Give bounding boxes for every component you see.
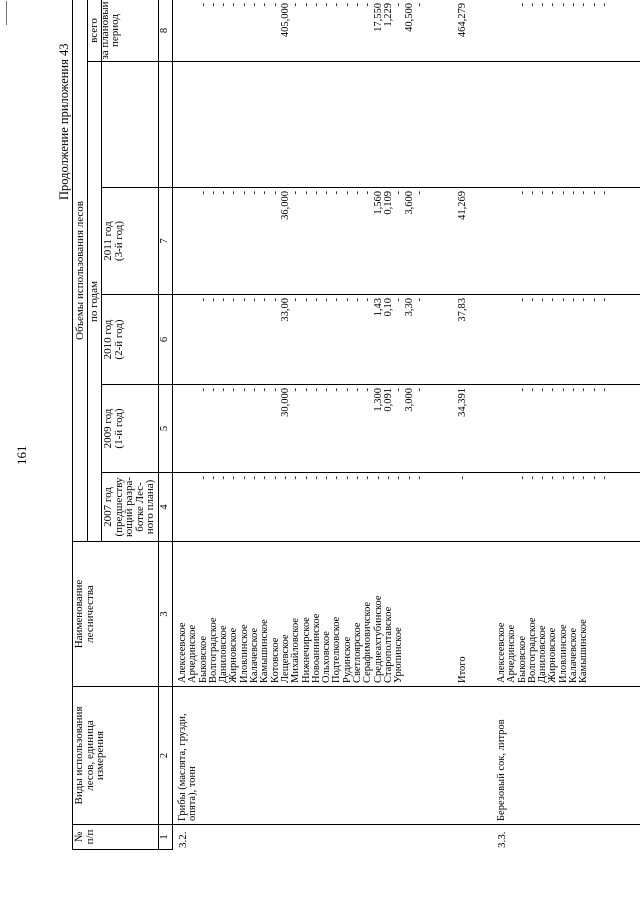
- list-item: Новоаннинское: [310, 613, 322, 683]
- table-colnum-bottom-border: [172, 0, 173, 850]
- list-item: Жирновское: [228, 627, 240, 683]
- section-32-forestry-list: [178, 595, 405, 683]
- header-col-num: № п/п: [73, 829, 96, 845]
- section-32-number: 3.2.: [177, 831, 189, 848]
- col-divider-2: [72, 686, 640, 687]
- list-item: Быковское: [197, 635, 209, 683]
- colnum-6: 6: [159, 336, 170, 343]
- section-32-col-total: - - - - - - - - 405,000 - - - - - - - - 17,550 1,229 - 40,500 -: [197, 3, 425, 38]
- table-left-border: [72, 849, 172, 850]
- list-item: Подтелковское: [331, 616, 343, 683]
- colnum-1: 1: [159, 834, 170, 840]
- header-subline-usage: [87, 0, 88, 542]
- colnum-4: 4: [159, 504, 170, 510]
- list-item: Арчединское: [506, 624, 518, 683]
- header-subline-years: [101, 0, 102, 542]
- list-item: Волгоградское: [526, 617, 538, 683]
- col-divider-3: [72, 541, 640, 542]
- list-item: Михайловское: [290, 618, 302, 683]
- list-item: Котовское: [269, 637, 281, 683]
- section-32-col-2007: - - - - - - - - - - - - - - - - - - - - - -: [197, 476, 425, 480]
- list-item: Алексеевское: [177, 622, 188, 683]
- col-divider-1: [72, 824, 640, 825]
- page-number: 161: [14, 445, 29, 465]
- total-row-2007: -: [457, 476, 468, 480]
- header-col-2010: 2010 год (2-й год): [102, 319, 125, 360]
- list-item: Камышинское: [259, 619, 271, 683]
- header-col-2007: 2007 год (предшеству ющий разра- ботке Лес- ного плана): [102, 477, 156, 537]
- header-col-total: всего за плановый период: [88, 1, 121, 60]
- list-item: Старополтавское: [382, 606, 394, 683]
- list-item: Алексеевское: [496, 622, 507, 683]
- col-divider-6: [101, 294, 640, 295]
- total-row-2010: 37,83: [457, 298, 468, 322]
- list-item: Иловлинское: [238, 624, 250, 683]
- col-divider-8: [87, 61, 640, 62]
- total-row-2009: 34,391: [457, 388, 468, 417]
- total-row-label: Итого: [457, 656, 468, 683]
- section-33-col-total: - - - - - - - - -: [516, 3, 610, 7]
- list-item: Камышинское: [578, 619, 590, 683]
- list-item: Жирновское: [547, 627, 559, 683]
- scan-edge-line: [6, 1, 7, 25]
- header-col-2009: 2009 год (1-й год): [102, 408, 125, 449]
- list-item: Среднеахтубинское: [372, 595, 384, 683]
- list-item: Светлоярское: [352, 622, 364, 683]
- colnum-5: 5: [159, 425, 170, 432]
- col-divider-5: [101, 384, 640, 385]
- header-by-years: по годам: [88, 281, 100, 322]
- section-33-usage: Березовый сок, литров: [496, 719, 507, 821]
- table-header-bottom-border: [158, 0, 159, 850]
- list-item: Иловлинское: [557, 624, 569, 683]
- colnum-8: 8: [159, 27, 170, 34]
- col-divider-7: [101, 187, 640, 188]
- header-usage-volumes: Объемы использования лесов: [74, 201, 86, 340]
- col-divider-4: [101, 472, 640, 473]
- colnum-3: 3: [159, 611, 170, 617]
- section-33-col-2010: - - - - - - - - -: [516, 298, 610, 302]
- list-item: Волгоградское: [207, 617, 219, 683]
- section-32-usage: Грибы (маслята, грузди, опята), тонн: [177, 713, 199, 821]
- header-col-forestry-name: Наименование лесничества: [73, 579, 96, 649]
- section-33-col-2007: - - - - - - - - -: [516, 476, 610, 480]
- total-row-total: 464,279: [457, 3, 468, 38]
- colnum-7: 7: [159, 238, 170, 244]
- list-item: Рудинское: [341, 636, 353, 683]
- section-32-col-2010: - - - - - - - - 33,00 - - - - - - - - 1,43 0,10 - 3,30 -: [197, 298, 425, 322]
- section-33-forestry-list: [497, 618, 590, 683]
- list-item: Арчединское: [187, 624, 199, 683]
- list-item: Быковское: [516, 635, 528, 683]
- header-col-usage-type: Виды использования лесов, единица измерения: [73, 706, 106, 805]
- colnum-2: 2: [159, 752, 170, 759]
- list-item: Калачевское: [568, 627, 580, 683]
- total-row-2011: 41,269: [457, 191, 468, 220]
- list-item: Ольховское: [321, 631, 333, 683]
- continuation-label: Продолжение приложения 43: [57, 43, 71, 200]
- section-32-col-2011: - - - - - - - - 36,000 - - - - - - - - 1,560 0,109 - 3,600 -: [197, 191, 425, 220]
- list-item: Лещевское: [279, 634, 291, 683]
- list-item: Серафимовичское: [362, 601, 374, 683]
- section-33-col-2011: - - - - - - - - -: [516, 191, 610, 195]
- section-32-col-2009: - - - - - - - - 30,000 - - - - - - - - 1,300 0,091 - 3,000 -: [197, 388, 425, 417]
- list-item: Калачевское: [249, 627, 261, 683]
- section-33-number: 3.3.: [496, 831, 508, 848]
- header-col-2011: 2011 год (3-й год): [102, 220, 125, 262]
- list-item: Даниловское: [218, 625, 230, 683]
- list-item: Даниловское: [537, 625, 549, 683]
- section-33-col-2009: - - - - - - - - -: [516, 388, 610, 392]
- list-item: Урюпинское: [393, 627, 405, 683]
- list-item: Нижнечирское: [300, 617, 312, 683]
